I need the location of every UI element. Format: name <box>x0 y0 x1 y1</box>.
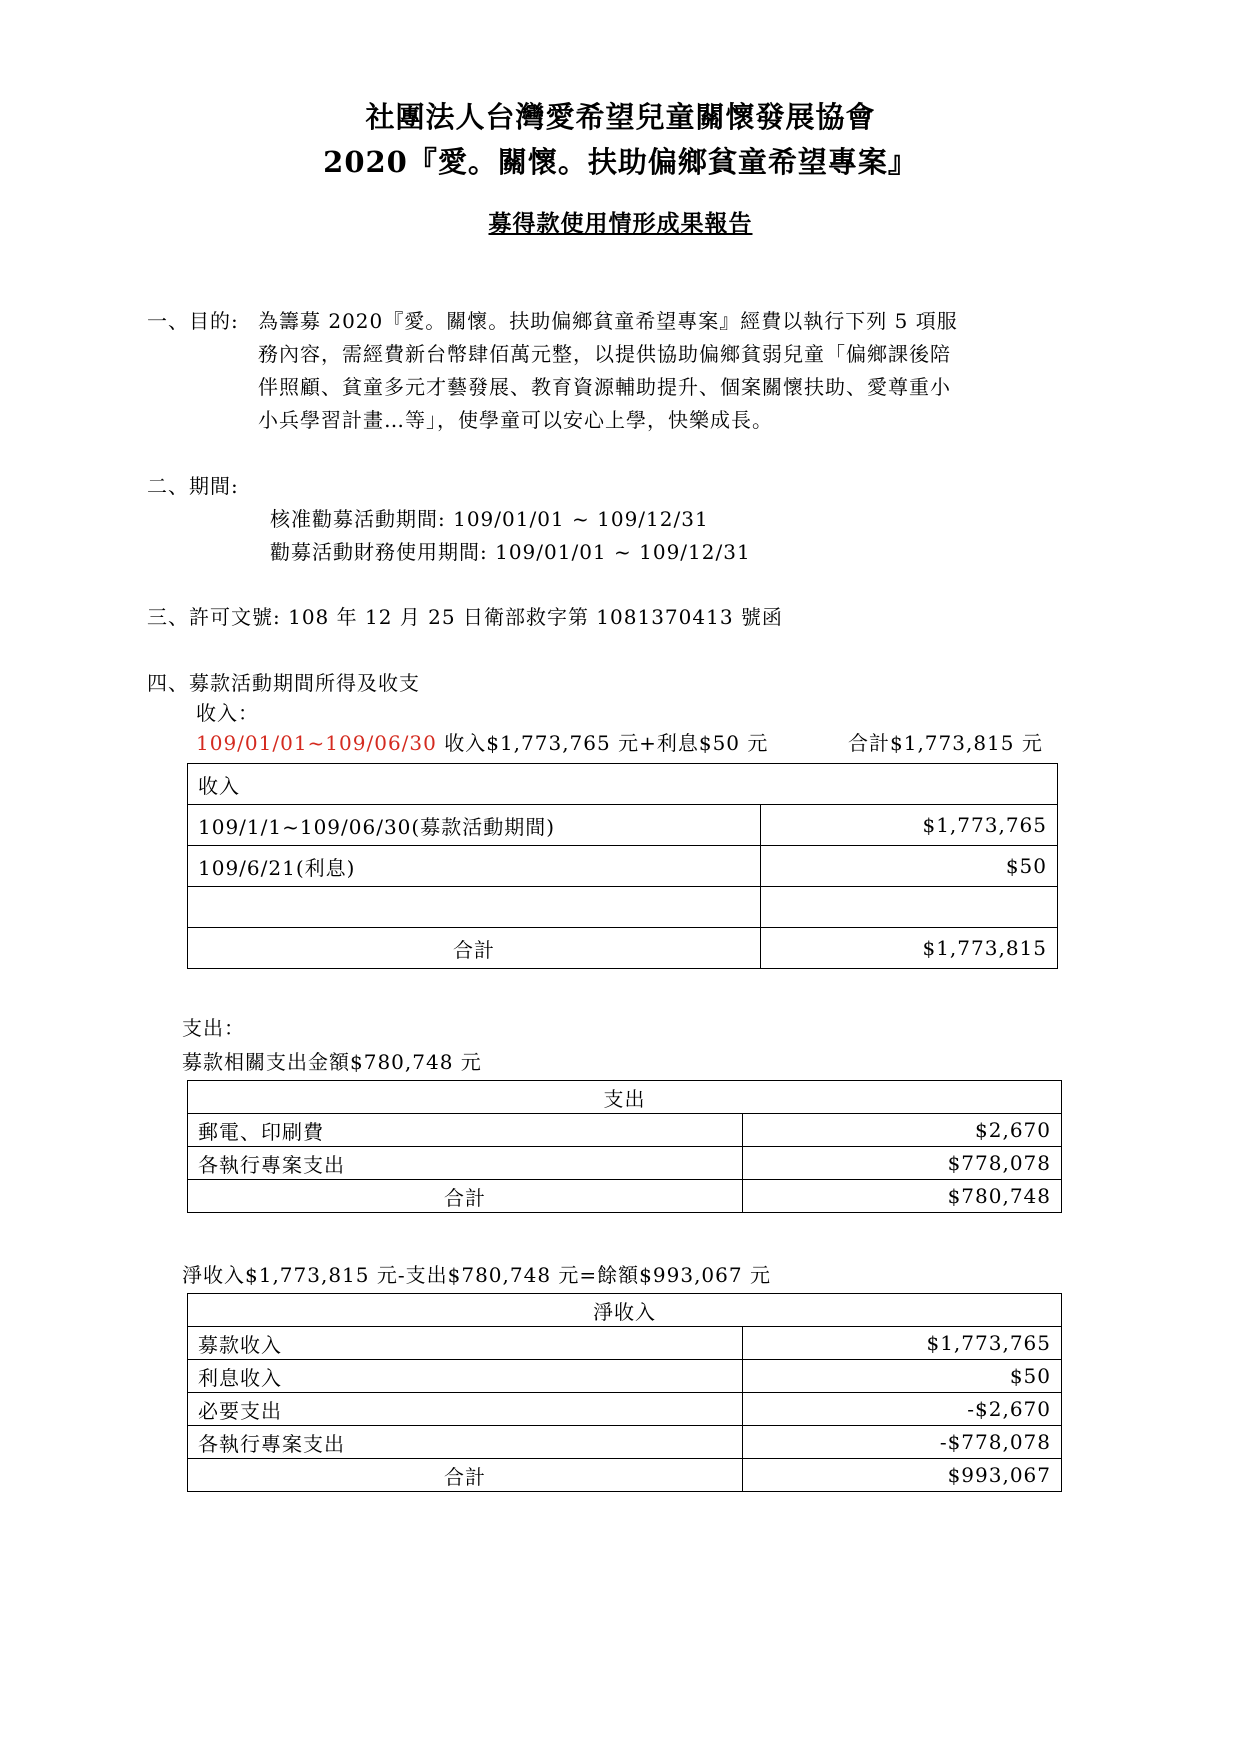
row-amount <box>761 887 1058 928</box>
table-row <box>188 1426 1062 1459</box>
row-item: 必要支出 <box>188 1393 743 1426</box>
section-1-label: 一、目的: <box>147 309 239 333</box>
total-amount: $780,748 <box>743 1180 1062 1213</box>
row-item: 各執行專案支出 <box>188 1147 743 1180</box>
row-item: 郵電、印刷費 <box>188 1114 743 1147</box>
expense-table-header: 支出 <box>188 1081 1062 1114</box>
table-row <box>188 1147 1062 1180</box>
table-header-row <box>188 764 1058 805</box>
net-table-header: 淨收入 <box>188 1294 1062 1327</box>
row-item: 利息收入 <box>188 1360 743 1393</box>
project-title: 2020『愛。關懷。扶助偏鄉貧童希望專案』 <box>323 145 918 179</box>
row-item <box>188 887 761 928</box>
section-4-heading: 四、募款活動期間所得及收支 <box>147 671 420 695</box>
section-1-line-1: 為籌募 2020『愛。關懷。扶助偏鄉貧童希望專案』經費以執行下列 5 項服 <box>258 309 958 333</box>
income-line <box>196 727 768 756</box>
expense-table <box>187 1080 1062 1213</box>
net-summary: 淨收入$1,773,815 元-支出$780,748 元=餘額$993,067 元 <box>182 1263 771 1287</box>
finance-period: 勸募活動財務使用期間: 109/01/01 ~ 109/12/31 <box>270 540 751 564</box>
table-total-row <box>188 1180 1062 1213</box>
table-row <box>188 1114 1062 1147</box>
income-description: 收入$1,773,765 元+利息$50 元 <box>436 731 769 755</box>
expense-label: 支出： <box>182 1016 245 1040</box>
row-item: 109/1/1~109/06/30(募款活動期間) <box>188 805 761 846</box>
section-2-label: 二、期間: <box>147 474 239 498</box>
row-amount: $50 <box>743 1360 1062 1393</box>
income-total-text: 合計$1,773,815 元 <box>848 731 1043 755</box>
table-row <box>188 1360 1062 1393</box>
total-label: 合計 <box>188 1180 743 1213</box>
total-label: 合計 <box>188 1459 743 1492</box>
table-row <box>188 887 1058 928</box>
income-table <box>187 763 1058 969</box>
total-label: 合計 <box>188 928 761 969</box>
row-amount: $1,773,765 <box>743 1327 1062 1360</box>
table-row <box>188 846 1058 887</box>
table-row <box>188 1393 1062 1426</box>
net-income-table <box>187 1293 1062 1492</box>
row-amount: -$2,670 <box>743 1393 1062 1426</box>
row-amount: $50 <box>761 846 1058 887</box>
section-1-line-2: 務內容，需經費新台幣肆佰萬元整，以提供協助偏鄉貧弱兒童「偏鄉課後陪 <box>258 342 951 366</box>
row-item: 109/6/21(利息) <box>188 846 761 887</box>
table-header-row <box>188 1294 1062 1327</box>
row-item: 各執行專案支出 <box>188 1426 743 1459</box>
section-1-line-3: 伴照顧、貧童多元才藝發展、教育資源輔助提升、個案關懷扶助、愛尊重小 <box>258 375 951 399</box>
income-label: 收入： <box>196 701 259 725</box>
row-amount: $2,670 <box>743 1114 1062 1147</box>
table-row <box>188 805 1058 846</box>
table-header-row <box>188 1081 1062 1114</box>
table-total-row <box>188 1459 1062 1492</box>
permit-number: 三、許可文號: 108 年 12 月 25 日衛部救字第 1081370413 號函 <box>147 605 783 629</box>
total-amount: $993,067 <box>743 1459 1062 1492</box>
table-total-row <box>188 928 1058 969</box>
table-row <box>188 1327 1062 1360</box>
income-period: 109/01/01~109/06/30 <box>196 731 437 755</box>
row-amount: $778,078 <box>743 1147 1062 1180</box>
approved-period: 核准勸募活動期間: 109/01/01 ~ 109/12/31 <box>270 507 709 531</box>
row-item: 募款收入 <box>188 1327 743 1360</box>
row-amount: -$778,078 <box>743 1426 1062 1459</box>
income-table-header: 收入 <box>188 764 1058 805</box>
expense-summary: 募款相關支出金額$780,748 元 <box>182 1050 482 1074</box>
org-title: 社團法人台灣愛希望兒童關懷發展協會 <box>365 100 876 134</box>
total-amount: $1,773,815 <box>761 928 1058 969</box>
row-amount: $1,773,765 <box>761 805 1058 846</box>
section-1-line-4: 小兵學習計畫…等」，使學童可以安心上學，快樂成長。 <box>258 408 773 432</box>
report-title: 募得款使用情形成果報告 <box>488 210 753 237</box>
